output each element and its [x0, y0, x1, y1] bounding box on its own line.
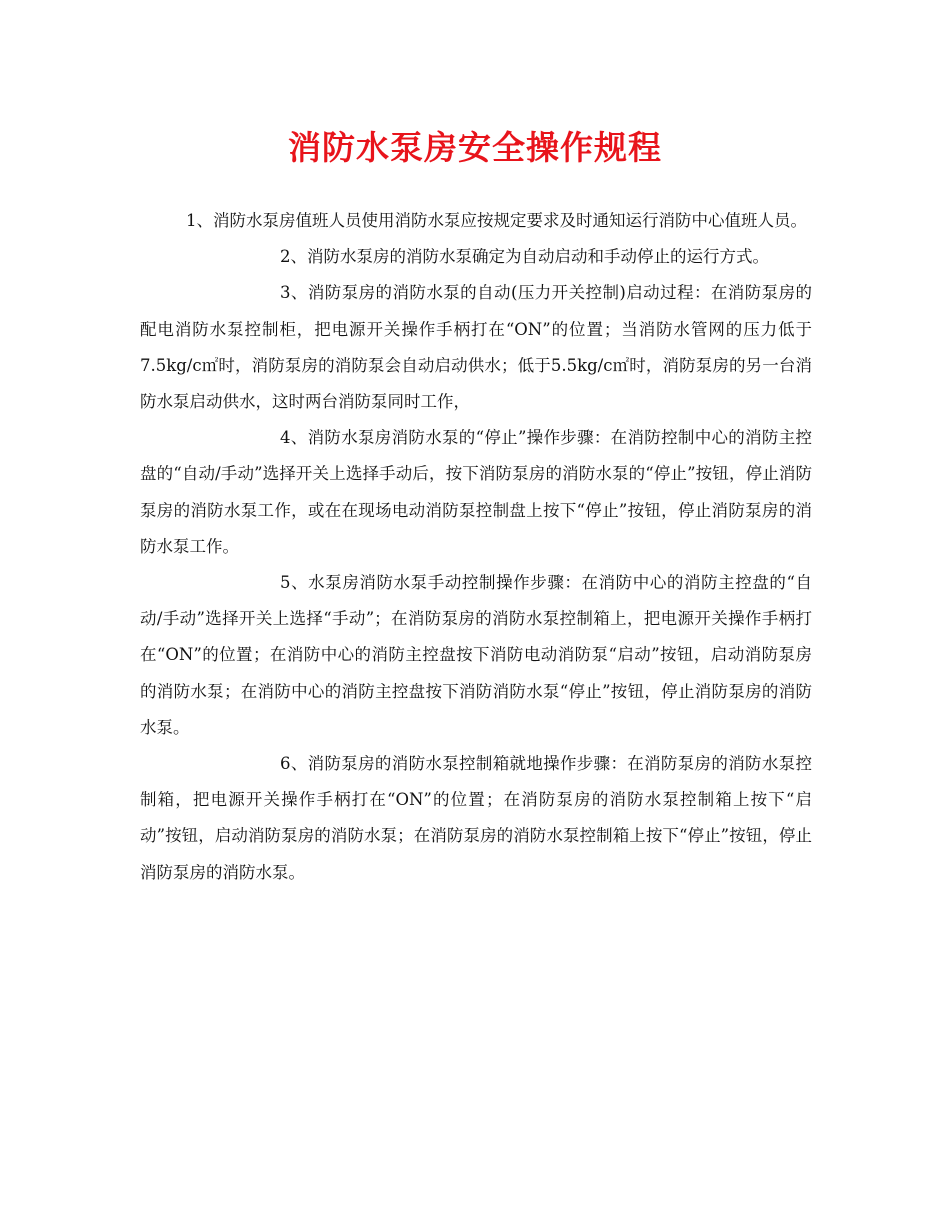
paragraph-1: 1、消防水泵房值班人员使用消防水泵应按规定要求及时通知运行消防中心值班人员。	[186, 211, 807, 230]
paragraph-5: 5、水泵房消防水泵手动控制操作步骤：在消防中心的消防主控盘的“自动/手动”选择开关上选择“手动”；在消防泵房的消防水泵控制箱上，把电源开关操作手柄打在“ON”的位置；在消防中心的消防主控盘按下消防电动消防泵“启动”按钮，启动消防泵房的消防水泵；在消防中心的消防主控盘按下消防消防水泵“停止”按钮，停止消防泵房的消防水泵。	[140, 573, 812, 737]
document-body	[140, 203, 812, 891]
document-title: 消防水泵房安全操作规程	[288, 128, 662, 167]
paragraph-4: 4、消防水泵房消防水泵的“停止”操作步骤：在消防控制中心的消防主控盘的“自动/手动”选择开关上选择手动后，按下消防泵房的消防水泵的“停止”按钮，停止消防泵房的消防水泵工作，或在在现场电动消防泵控制盘上按下“停止”按钮，停止消防泵房的消防水泵工作。	[140, 428, 812, 556]
paragraph-3: 3、消防泵房的消防水泵的自动(压力开关控制)启动过程：在消防泵房的配电消防水泵控制柜，把电源开关操作手柄打在“ON”的位置；当消防水管网的压力低于7.5kg/c㎡时，消防泵房的消防泵会自动启动供水；低于5.5kg/c㎡时，消防泵房的另一台消防水泵启动供水，这时两台消防泵同时工作，	[140, 283, 812, 412]
paragraph-2: 2、消防水泵房的消防水泵确定为自动启动和手动停止的运行方式。	[280, 247, 769, 267]
paragraph-6: 6、消防泵房的消防水泵控制箱就地操作步骤：在消防泵房的消防水泵控制箱，把电源开关操作手柄打在“ON”的位置；在消防泵房的消防水泵控制箱上按下“启动”按钮，启动消防泵房的消防水泵；在消防泵房的消防水泵控制箱上按下“停止”按钮，停止消防泵房的消防水泵。	[140, 754, 812, 882]
